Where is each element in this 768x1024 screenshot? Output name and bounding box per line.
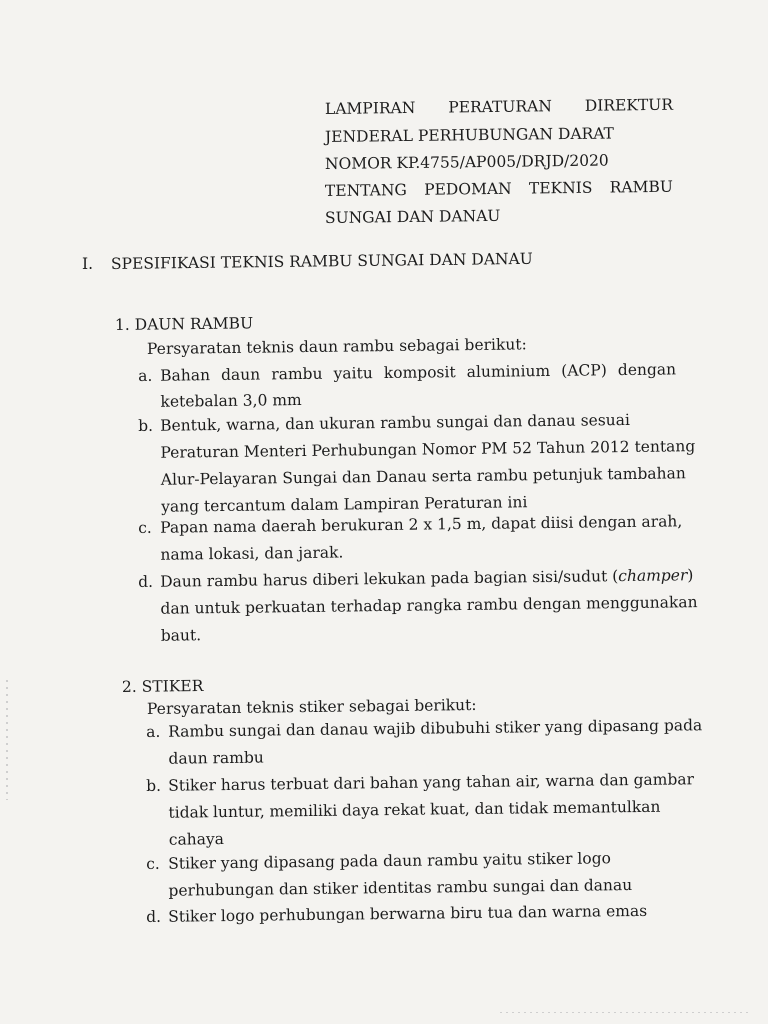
list-line: Rambu sungai dan danau wajib dibubuhi stiker yang dipasang pada [168, 716, 703, 741]
word: dan [474, 799, 504, 818]
word: tidak [508, 799, 549, 818]
list-line: nama lokasi, dan jarak. [160, 543, 344, 564]
word: rambu [271, 364, 323, 384]
list-letter: c. [138, 518, 152, 537]
list-line [168, 793, 660, 827]
word: luntur, [212, 802, 265, 822]
scan-artifact [6, 680, 8, 800]
header-word: PERATURAN [448, 97, 552, 117]
header-line-3: NOMOR KP.4755/AP005/DRJD/2020 [324, 151, 609, 173]
list-line: baut. [160, 626, 202, 645]
header-word: RAMBU [609, 177, 674, 197]
list-line: Stiker logo perhubungan berwarna biru tua dan warna emas [168, 901, 648, 926]
list-item [146, 843, 686, 900]
word: komposit [383, 363, 456, 382]
header-line-4 [325, 174, 673, 204]
list-line: perhubungan dan stiker identitas rambu sungai dan danau [168, 876, 633, 900]
header-word: DIREKTUR [584, 95, 674, 115]
header-line-1 [325, 92, 673, 122]
list-line: Stiker harus terbuat dari bahan yang tahan air, warna dan gambar [168, 770, 695, 795]
list-line: Stiker yang dipasang pada daun rambu yaitu stiker logo [168, 849, 612, 873]
word: dengan [617, 360, 677, 380]
list-line: Peraturan Menteri Perhubungan Nomor PM 52 Tahun 2012 tentang [160, 437, 696, 462]
list-letter: b. [146, 776, 162, 795]
list-letter: c. [146, 854, 160, 873]
word: (ACP) [561, 361, 607, 380]
list-line: Alur-Pelayaran Sungai dan Danau serta rambu petunjuk tambahan [160, 464, 686, 489]
header-line-5: SUNGAI DAN DANAU [324, 206, 501, 227]
word: daun [220, 365, 261, 384]
list-letter: d. [138, 572, 154, 591]
word: yaitu [333, 364, 373, 383]
header-word: PEDOMAN [424, 179, 512, 199]
list-line [160, 355, 676, 389]
list-letter: b. [138, 416, 154, 435]
list-line: yang tercantum dalam Lampiran Peraturan ini [161, 493, 528, 516]
subsection-intro: Persyaratan teknis stiker sebagai berikut: [146, 695, 477, 718]
list-letter: a. [146, 722, 161, 741]
section-title: SPESIFIKASI TEKNIS RAMBU SUNGAI DAN DANAU [110, 249, 533, 273]
list-letter: a. [138, 366, 153, 385]
header-line-2: JENDERAL PERHUBUNGAN DARAT [324, 124, 615, 146]
word: daya [341, 801, 380, 820]
scan-artifact [500, 1012, 750, 1013]
section-number: I. [82, 255, 94, 273]
list-letter: d. [146, 907, 162, 926]
list-line: Papan nama daerah berukuran 2 x 1,5 m, dapat diisi dengan arah, [160, 512, 683, 537]
subsection-intro: Persyaratan teknis daun rambu sebagai berikut: [146, 335, 527, 358]
list-line: daun rambu [168, 748, 264, 768]
list-line: Daun rambu harus diberi lekukan pada bagian sisi/sudut (champer) [160, 566, 694, 591]
word: Bahan [160, 366, 211, 385]
list-line: ketebalan 3,0 mm [160, 391, 302, 411]
header-word: LAMPIRAN [324, 98, 416, 118]
list-line: dan untuk perkuatan terhadap rangka rambu dengan menggunakan [160, 593, 698, 618]
word: tidak [168, 803, 209, 822]
list-line: Bentuk, warna, dan ukuran rambu sungai dan danau sesuai [160, 410, 631, 435]
subsection-heading-stiker: 2. STIKER [121, 677, 204, 696]
word: memantulkan [552, 797, 661, 818]
subsection-heading-daun-rambu: 1. DAUN RAMBU [114, 314, 254, 334]
word: rekat [383, 800, 426, 820]
word: memiliki [269, 801, 338, 821]
word: aluminium [466, 361, 551, 381]
word: kuat, [429, 800, 470, 819]
header-word: TEKNIS [528, 178, 593, 198]
header-word: TENTANG [324, 181, 407, 200]
list-line: cahaya [168, 830, 225, 849]
